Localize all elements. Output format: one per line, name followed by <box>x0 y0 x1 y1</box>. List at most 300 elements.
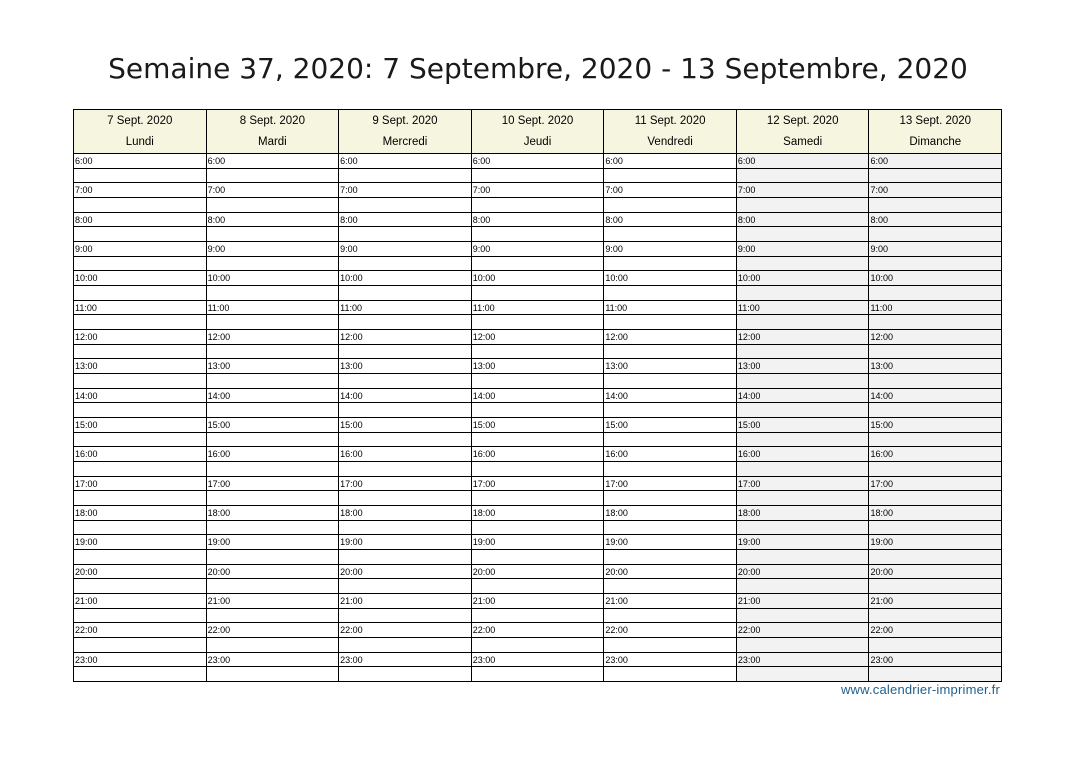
hour-slot[interactable] <box>74 653 206 681</box>
hour-slot[interactable] <box>869 271 1001 300</box>
hour-slot[interactable] <box>869 623 1001 652</box>
half-hour-cell[interactable] <box>74 344 206 359</box>
hour-slot[interactable] <box>604 477 736 506</box>
hour-slot[interactable] <box>737 359 869 388</box>
half-hour-cell[interactable] <box>339 402 471 417</box>
half-hour-cell[interactable] <box>869 197 1001 212</box>
half-hour-cell[interactable] <box>339 314 471 329</box>
hour-slot[interactable] <box>604 213 736 242</box>
hour-slot[interactable] <box>207 271 339 300</box>
hour-slot[interactable] <box>604 565 736 594</box>
half-hour-cell[interactable] <box>74 226 206 241</box>
half-hour-cell[interactable] <box>869 285 1001 300</box>
hour-slot[interactable] <box>339 535 471 564</box>
hour-slot[interactable] <box>339 359 471 388</box>
hour-slot[interactable] <box>604 653 736 681</box>
half-hour-cell[interactable] <box>207 285 339 300</box>
half-hour-cell[interactable] <box>472 490 604 505</box>
half-hour-cell[interactable] <box>74 578 206 593</box>
half-hour-cell[interactable] <box>472 402 604 417</box>
half-hour-cell[interactable] <box>339 197 471 212</box>
hour-slot[interactable] <box>869 594 1001 623</box>
hour-slot[interactable] <box>604 594 736 623</box>
half-hour-cell[interactable] <box>74 490 206 505</box>
half-hour-cell[interactable] <box>74 197 206 212</box>
half-hour-cell[interactable] <box>737 344 869 359</box>
hour-slot[interactable] <box>339 506 471 535</box>
week-calendar-grid <box>73 109 1002 682</box>
hour-label: 7:00 <box>737 183 869 197</box>
half-hour-cell[interactable] <box>737 608 869 623</box>
hour-label: 19:00 <box>605 537 628 548</box>
half-hour-cell[interactable] <box>869 578 1001 593</box>
half-hour-cell[interactable] <box>604 226 736 241</box>
half-hour-cell[interactable] <box>472 168 604 183</box>
hour-slot[interactable] <box>869 183 1001 212</box>
half-hour-cell[interactable] <box>207 666 339 681</box>
day-date: 9 Sept. 2020 <box>372 114 438 127</box>
hour-label: 16:00 <box>472 449 496 460</box>
half-hour-cell[interactable] <box>737 490 869 505</box>
half-hour-cell[interactable] <box>207 402 339 417</box>
hour-slot[interactable] <box>339 389 471 418</box>
half-hour-cell[interactable] <box>869 608 1001 623</box>
hour-label: 7:00 <box>605 185 623 196</box>
hour-label: 16:00 <box>605 449 628 460</box>
hour-slot[interactable] <box>737 535 869 564</box>
half-hour-cell[interactable] <box>472 285 604 300</box>
hour-slot[interactable] <box>207 653 339 681</box>
half-hour-cell[interactable] <box>869 314 1001 329</box>
hour-slot[interactable] <box>472 565 604 594</box>
hour-slot[interactable] <box>207 418 339 447</box>
half-hour-cell[interactable] <box>74 520 206 535</box>
hour-slot[interactable] <box>74 359 206 388</box>
hour-slot[interactable] <box>869 477 1001 506</box>
half-hour-cell[interactable] <box>472 256 604 271</box>
hour-slot[interactable] <box>737 183 869 212</box>
hour-slot[interactable] <box>339 271 471 300</box>
half-hour-cell[interactable] <box>74 461 206 476</box>
half-hour-cell[interactable] <box>339 520 471 535</box>
half-hour-cell[interactable] <box>339 432 471 447</box>
hour-slot[interactable] <box>737 418 869 447</box>
hour-slot[interactable] <box>472 359 604 388</box>
hour-label: 17:00 <box>605 478 628 489</box>
hour-label: 20:00 <box>75 566 98 577</box>
hour-slot[interactable] <box>207 301 339 330</box>
hour-label: 12:00 <box>869 330 1001 344</box>
half-hour-cell[interactable] <box>339 344 471 359</box>
hour-slot[interactable] <box>472 623 604 652</box>
hour-slot[interactable] <box>737 213 869 242</box>
hour-slot[interactable] <box>207 447 339 476</box>
hour-slot[interactable] <box>74 242 206 271</box>
hour-slot[interactable] <box>472 535 604 564</box>
hour-slot[interactable] <box>737 477 869 506</box>
half-hour-cell[interactable] <box>207 637 339 652</box>
hour-slot[interactable] <box>604 535 736 564</box>
hour-slot[interactable] <box>737 506 869 535</box>
hour-label: 10:00 <box>869 271 1001 285</box>
hour-slot[interactable] <box>869 359 1001 388</box>
half-hour-cell[interactable] <box>207 549 339 564</box>
half-hour-cell[interactable] <box>737 285 869 300</box>
hour-slot[interactable] <box>207 477 339 506</box>
hour-slot[interactable] <box>472 301 604 330</box>
hour-slot[interactable] <box>74 535 206 564</box>
hour-slot[interactable] <box>737 242 869 271</box>
hour-slot[interactable] <box>604 271 736 300</box>
hour-label: 6:00 <box>340 156 358 166</box>
half-hour-cell[interactable] <box>339 256 471 271</box>
hour-slot[interactable] <box>472 418 604 447</box>
half-hour-cell[interactable] <box>604 549 736 564</box>
hour-slot[interactable] <box>74 271 206 300</box>
hour-slot[interactable] <box>339 154 471 183</box>
half-hour-cell[interactable] <box>604 578 736 593</box>
half-hour-cell[interactable] <box>339 285 471 300</box>
hour-slot[interactable] <box>869 506 1001 535</box>
hour-slot[interactable] <box>737 594 869 623</box>
half-hour-cell[interactable] <box>472 578 604 593</box>
hour-slot[interactable] <box>869 330 1001 359</box>
day-column <box>472 110 605 681</box>
hour-slot[interactable] <box>869 418 1001 447</box>
half-hour-cell[interactable] <box>604 461 736 476</box>
hour-slot[interactable] <box>74 594 206 623</box>
half-hour-cell[interactable] <box>737 578 869 593</box>
half-hour-cell[interactable] <box>472 226 604 241</box>
hour-slot[interactable] <box>869 154 1001 183</box>
half-hour-cell[interactable] <box>737 520 869 535</box>
hour-slot[interactable] <box>604 506 736 535</box>
hour-slot[interactable] <box>472 183 604 212</box>
half-hour-cell[interactable] <box>74 285 206 300</box>
hour-slot[interactable] <box>207 594 339 623</box>
half-hour-cell[interactable] <box>472 549 604 564</box>
hour-slot[interactable] <box>207 565 339 594</box>
half-hour-cell[interactable] <box>339 637 471 652</box>
hour-slot[interactable] <box>869 535 1001 564</box>
hour-slot[interactable] <box>339 330 471 359</box>
half-hour-cell[interactable] <box>869 402 1001 417</box>
hour-slot[interactable] <box>207 183 339 212</box>
hour-label: 14:00 <box>605 390 628 401</box>
half-hour-cell[interactable] <box>737 197 869 212</box>
hour-label: 18:00 <box>472 507 496 518</box>
hour-slot[interactable] <box>604 330 736 359</box>
hour-slot[interactable] <box>339 183 471 212</box>
hour-slot[interactable] <box>74 301 206 330</box>
half-hour-cell[interactable] <box>339 578 471 593</box>
hour-slot[interactable] <box>74 389 206 418</box>
half-hour-cell[interactable] <box>737 226 869 241</box>
half-hour-cell[interactable] <box>207 226 339 241</box>
hour-slot[interactable] <box>472 447 604 476</box>
half-hour-cell[interactable] <box>604 197 736 212</box>
half-hour-cell[interactable] <box>207 344 339 359</box>
hour-slot[interactable] <box>339 418 471 447</box>
half-hour-cell[interactable] <box>869 490 1001 505</box>
half-hour-cell[interactable] <box>339 549 471 564</box>
half-hour-cell[interactable] <box>869 637 1001 652</box>
half-hour-cell[interactable] <box>604 490 736 505</box>
half-hour-cell[interactable] <box>869 432 1001 447</box>
half-hour-cell[interactable] <box>869 461 1001 476</box>
half-hour-cell[interactable] <box>339 168 471 183</box>
half-hour-cell[interactable] <box>339 226 471 241</box>
half-hour-cell[interactable] <box>737 168 869 183</box>
hour-slot[interactable] <box>604 242 736 271</box>
half-hour-cell[interactable] <box>472 344 604 359</box>
hour-label: 19:00 <box>207 537 231 548</box>
hour-slot[interactable] <box>472 154 604 183</box>
half-hour-cell[interactable] <box>339 666 471 681</box>
hour-slot[interactable] <box>339 301 471 330</box>
day-name: Dimanche <box>909 135 962 148</box>
half-hour-cell[interactable] <box>604 256 736 271</box>
half-hour-cell[interactable] <box>869 549 1001 564</box>
half-hour-cell[interactable] <box>472 666 604 681</box>
hour-slot[interactable] <box>74 330 206 359</box>
half-hour-cell[interactable] <box>74 168 206 183</box>
half-hour-cell[interactable] <box>472 461 604 476</box>
hour-slot[interactable] <box>869 653 1001 681</box>
hour-slot[interactable] <box>472 330 604 359</box>
hour-label: 21:00 <box>472 595 496 606</box>
hour-slot[interactable] <box>472 477 604 506</box>
hour-slot[interactable] <box>74 418 206 447</box>
hour-slot[interactable] <box>869 565 1001 594</box>
hour-slot[interactable] <box>472 389 604 418</box>
hour-slot[interactable] <box>737 154 869 183</box>
hour-label: 12:00 <box>472 331 496 342</box>
hour-label: 6:00 <box>75 156 93 166</box>
hour-slot[interactable] <box>207 213 339 242</box>
half-hour-cell[interactable] <box>74 549 206 564</box>
half-hour-cell[interactable] <box>207 461 339 476</box>
half-hour-cell[interactable] <box>74 256 206 271</box>
hour-label: 18:00 <box>340 507 363 518</box>
hour-slot[interactable] <box>472 213 604 242</box>
hour-slot[interactable] <box>737 389 869 418</box>
half-hour-cell[interactable] <box>604 402 736 417</box>
hour-slot[interactable] <box>339 565 471 594</box>
hour-slot[interactable] <box>472 506 604 535</box>
hour-slot[interactable] <box>207 330 339 359</box>
half-hour-cell[interactable] <box>604 373 736 388</box>
half-hour-cell[interactable] <box>869 373 1001 388</box>
half-hour-cell[interactable] <box>604 285 736 300</box>
hour-label: 16:00 <box>869 447 1001 461</box>
half-hour-cell[interactable] <box>74 608 206 623</box>
hour-slot[interactable] <box>207 242 339 271</box>
hour-label: 19:00 <box>75 537 98 548</box>
hour-slot[interactable] <box>869 213 1001 242</box>
half-hour-cell[interactable] <box>604 608 736 623</box>
day-header <box>339 110 471 154</box>
half-hour-cell[interactable] <box>869 666 1001 681</box>
hour-slot[interactable] <box>339 477 471 506</box>
half-hour-cell[interactable] <box>472 608 604 623</box>
half-hour-cell[interactable] <box>207 490 339 505</box>
half-hour-cell[interactable] <box>737 256 869 271</box>
hour-label: 20:00 <box>207 566 231 577</box>
hour-slot[interactable] <box>472 271 604 300</box>
half-hour-cell[interactable] <box>74 637 206 652</box>
hour-slot[interactable] <box>604 418 736 447</box>
hour-slot[interactable] <box>74 447 206 476</box>
day-name: Vendredi <box>647 135 693 148</box>
hour-slot[interactable] <box>74 506 206 535</box>
hour-slot[interactable] <box>339 447 471 476</box>
hour-slot[interactable] <box>737 565 869 594</box>
half-hour-cell[interactable] <box>472 520 604 535</box>
half-hour-cell[interactable] <box>472 314 604 329</box>
half-hour-cell[interactable] <box>737 461 869 476</box>
half-hour-cell[interactable] <box>869 168 1001 183</box>
day-column <box>737 110 870 681</box>
hour-label: 9:00 <box>472 243 491 254</box>
half-hour-cell[interactable] <box>737 432 869 447</box>
half-hour-cell[interactable] <box>869 344 1001 359</box>
half-hour-cell[interactable] <box>74 402 206 417</box>
hour-label: 15:00 <box>75 419 98 430</box>
day-date: 12 Sept. 2020 <box>766 114 839 127</box>
hour-slot[interactable] <box>604 447 736 476</box>
half-hour-cell[interactable] <box>339 373 471 388</box>
half-hour-cell[interactable] <box>74 666 206 681</box>
half-hour-cell[interactable] <box>74 373 206 388</box>
half-hour-cell[interactable] <box>207 256 339 271</box>
half-hour-cell[interactable] <box>472 637 604 652</box>
hour-label: 12:00 <box>340 331 363 342</box>
half-hour-cell[interactable] <box>207 168 339 183</box>
half-hour-cell[interactable] <box>737 402 869 417</box>
half-hour-cell[interactable] <box>207 197 339 212</box>
hour-slot[interactable] <box>604 154 736 183</box>
hour-slot[interactable] <box>604 359 736 388</box>
day-date: 11 Sept. 2020 <box>634 114 706 127</box>
half-hour-cell[interactable] <box>604 432 736 447</box>
hour-slot[interactable] <box>207 154 339 183</box>
half-hour-cell[interactable] <box>604 637 736 652</box>
half-hour-cell[interactable] <box>604 666 736 681</box>
half-hour-cell[interactable] <box>339 490 471 505</box>
hour-label: 13:00 <box>207 361 231 372</box>
half-hour-cell[interactable] <box>207 432 339 447</box>
hour-slot[interactable] <box>74 154 206 183</box>
half-hour-cell[interactable] <box>737 666 869 681</box>
half-hour-cell[interactable] <box>207 608 339 623</box>
half-hour-cell[interactable] <box>339 608 471 623</box>
hour-label: 13:00 <box>75 361 98 372</box>
hour-slot[interactable] <box>207 535 339 564</box>
hour-slot[interactable] <box>737 271 869 300</box>
half-hour-cell[interactable] <box>604 344 736 359</box>
hour-slot[interactable] <box>737 301 869 330</box>
half-hour-cell[interactable] <box>737 637 869 652</box>
hour-slot[interactable] <box>339 242 471 271</box>
hour-label: 13:00 <box>869 359 1001 373</box>
half-hour-cell[interactable] <box>472 373 604 388</box>
hour-label: 17:00 <box>737 477 869 491</box>
hour-slot[interactable] <box>604 183 736 212</box>
hour-slot[interactable] <box>207 359 339 388</box>
hour-slot[interactable] <box>737 653 869 681</box>
hour-label: 7:00 <box>472 185 491 196</box>
hour-slot[interactable] <box>207 389 339 418</box>
hour-slot[interactable] <box>339 653 471 681</box>
hour-slot[interactable] <box>869 242 1001 271</box>
half-hour-cell[interactable] <box>207 314 339 329</box>
hour-slot[interactable] <box>339 213 471 242</box>
hour-slot[interactable] <box>339 623 471 652</box>
hour-slot[interactable] <box>472 653 604 681</box>
day-name: Mardi <box>257 135 287 148</box>
hour-label: 20:00 <box>340 566 363 577</box>
hour-slot[interactable] <box>869 447 1001 476</box>
hour-slot[interactable] <box>472 242 604 271</box>
hour-label: 14:00 <box>869 389 1001 403</box>
hour-slot[interactable] <box>74 213 206 242</box>
hour-label: 13:00 <box>605 361 628 372</box>
half-hour-cell[interactable] <box>737 314 869 329</box>
half-hour-cell[interactable] <box>207 520 339 535</box>
half-hour-cell[interactable] <box>604 314 736 329</box>
half-hour-cell[interactable] <box>737 373 869 388</box>
hour-slot[interactable] <box>604 389 736 418</box>
hour-slot[interactable] <box>339 594 471 623</box>
half-hour-cell[interactable] <box>737 549 869 564</box>
half-hour-cell[interactable] <box>74 432 206 447</box>
half-hour-cell[interactable] <box>869 226 1001 241</box>
day-date: 10 Sept. 2020 <box>501 114 574 127</box>
hour-slot[interactable] <box>74 477 206 506</box>
hour-slot[interactable] <box>74 565 206 594</box>
hour-slot[interactable] <box>207 623 339 652</box>
hour-label: 8:00 <box>737 213 869 227</box>
half-hour-cell[interactable] <box>604 168 736 183</box>
half-hour-cell[interactable] <box>207 373 339 388</box>
hour-slot[interactable] <box>472 594 604 623</box>
hour-slot[interactable] <box>737 447 869 476</box>
half-hour-cell[interactable] <box>604 520 736 535</box>
half-hour-cell[interactable] <box>339 461 471 476</box>
half-hour-cell[interactable] <box>869 256 1001 271</box>
hour-slot[interactable] <box>869 389 1001 418</box>
hour-label: 15:00 <box>869 418 1001 432</box>
half-hour-cell[interactable] <box>74 314 206 329</box>
day-date: 13 Sept. 2020 <box>899 114 972 127</box>
hour-slot[interactable] <box>737 623 869 652</box>
hour-label: 17:00 <box>207 478 231 489</box>
hour-slot[interactable] <box>74 623 206 652</box>
hour-slot[interactable] <box>737 330 869 359</box>
hour-slot[interactable] <box>604 301 736 330</box>
hour-slot[interactable] <box>869 301 1001 330</box>
half-hour-cell[interactable] <box>472 432 604 447</box>
half-hour-cell[interactable] <box>869 520 1001 535</box>
hour-slot[interactable] <box>207 506 339 535</box>
hour-label: 21:00 <box>207 595 231 606</box>
hour-slot[interactable] <box>604 623 736 652</box>
half-hour-cell[interactable] <box>472 197 604 212</box>
half-hour-cell[interactable] <box>207 578 339 593</box>
hour-label: 14:00 <box>75 390 98 401</box>
hour-slot[interactable] <box>74 183 206 212</box>
